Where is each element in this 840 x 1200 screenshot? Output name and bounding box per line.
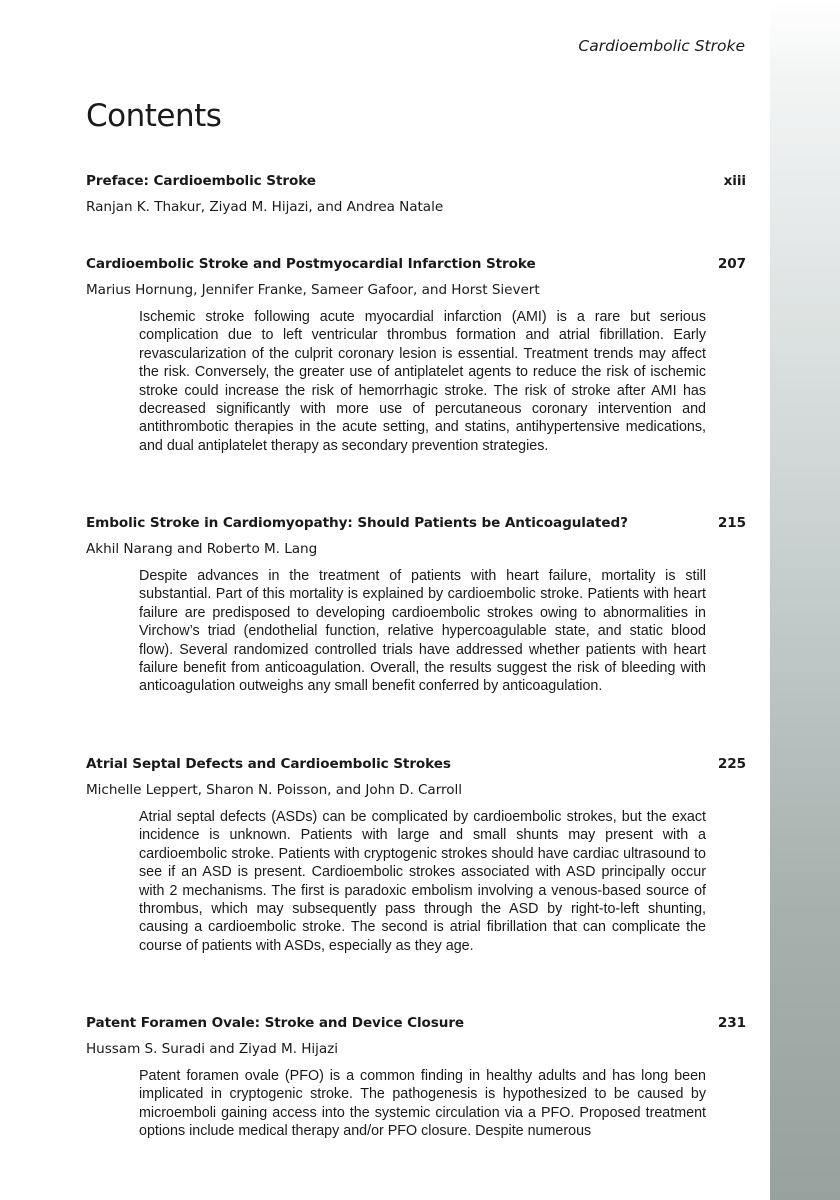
toc-entry-heading [86,172,746,190]
toc-entry-title[interactable]: Embolic Stroke in Cardiomyopathy: Should Patients be Anticoagulated? [86,515,628,531]
toc-entry-page-number[interactable]: xiii [723,173,746,189]
toc-entry-title[interactable]: Patent Foramen Ovale: Stroke and Device Closure [86,1015,465,1031]
toc-entry-page-number[interactable]: 215 [717,515,746,531]
table-of-contents [86,172,746,1141]
toc-entry-authors: Hussam S. Suradi and Ziyad M. Hijazi [86,1041,338,1057]
toc-entry-heading [86,514,746,532]
toc-entry-preface [86,172,746,255]
toc-entry-authors: Akhil Narang and Roberto M. Lang [86,541,318,557]
toc-entry-abstract: Atrial septal defects (ASDs) can be complicated by cardioembolic strokes, but the exact incidence is unknown. Patients with large and small shunts may present with a cardioembolic stroke. Patients with cryptogenic strokes should have cardiac ultrasound to see if an ASD is present. Cardioembolic strokes associated with ASD principally occur with 2 mechanisms. The first is paradoxic embolism involving a venous-based source of thrombus, which may subsequently pass through the ASD by right-to-left shunting, causing a cardioembolic stroke. The second is atrial fibrillation that can complicate the course of patients with ASDs, especially as they age. [139,809,706,954]
toc-entry-heading [86,755,746,773]
toc-entry-cardiomyopathy [86,514,746,755]
toc-entry-page-number[interactable]: 231 [717,1015,746,1031]
toc-entry-heading [86,1014,746,1032]
toc-entry-title[interactable]: Atrial Septal Defects and Cardioembolic Strokes [86,756,451,772]
toc-entry-postmyocardial-infarction-stroke [86,255,746,514]
toc-entry-patent-foramen-ovale [86,1014,746,1141]
toc-entry-title[interactable]: Cardioembolic Stroke and Postmyocardial Infarction Stroke [86,256,536,272]
toc-entry-page-number[interactable]: 207 [717,256,746,272]
toc-entry-heading [86,255,746,273]
toc-entry-authors: Marius Hornung, Jennifer Franke, Sameer Gafoor, and Horst Sievert [86,282,540,298]
toc-entry-abstract: Patent foramen ovale (PFO) is a common finding in healthy adults and has long been implicated in cryptogenic stroke. The pathogenesis is hypothesized to be caused by microemboli gaining access into the systemic circulation via a PFO. Proposed treatment options include medical therapy and/or PFO closure. Despite numerous [139,1068,706,1140]
running-header: Cardioembolic Stroke [578,37,745,55]
decorative-side-band [770,0,840,1200]
page-title: Contents [86,98,222,134]
toc-entry-abstract: Ischemic stroke following acute myocardial infarction (AMI) is a rare but serious complication due to left ventricular thrombus formation and atrial fibrillation. Early revascularization of the culprit coronary lesion is essential. Treatment trends may affect the risk. Conversely, the greater use of antiplatelet agents to reduce the risk of ischemic stroke could increase the risk of hemorrhagic stroke. The risk of stroke after AMI has decreased significantly with more use of percutaneous coronary intervention and antithrombotic therapies in the acute setting, and statins, antihypertensive medications, and dual antiplatelet therapy as secondary prevention strategies. [139,309,706,454]
toc-entry-abstract: Despite advances in the treatment of patients with heart failure, mortality is still substantial. Part of this mortality is explained by cardioembolic stroke. Patients with heart failure are predisposed to developing cardioembolic strokes owing to abnormalities in Virchow’s triad (endothelial function, relative hypercoagulable state, and static blood flow). Several randomized controlled trials have addressed whether patients with heart failure benefit from anticoagulation. Overall, the results suggest the risk of bleeding with anticoagulation outweighs any small benefit conferred by anticoagulation. [139,568,706,695]
toc-entry-title[interactable]: Preface: Cardioembolic Stroke [86,173,316,189]
toc-entry-page-number[interactable]: 225 [717,756,746,772]
toc-entry-authors: Michelle Leppert, Sharon N. Poisson, and John D. Carroll [86,782,462,798]
toc-entry-atrial-septal-defects [86,755,746,1014]
toc-entry-authors: Ranjan K. Thakur, Ziyad M. Hijazi, and Andrea Natale [86,199,444,215]
